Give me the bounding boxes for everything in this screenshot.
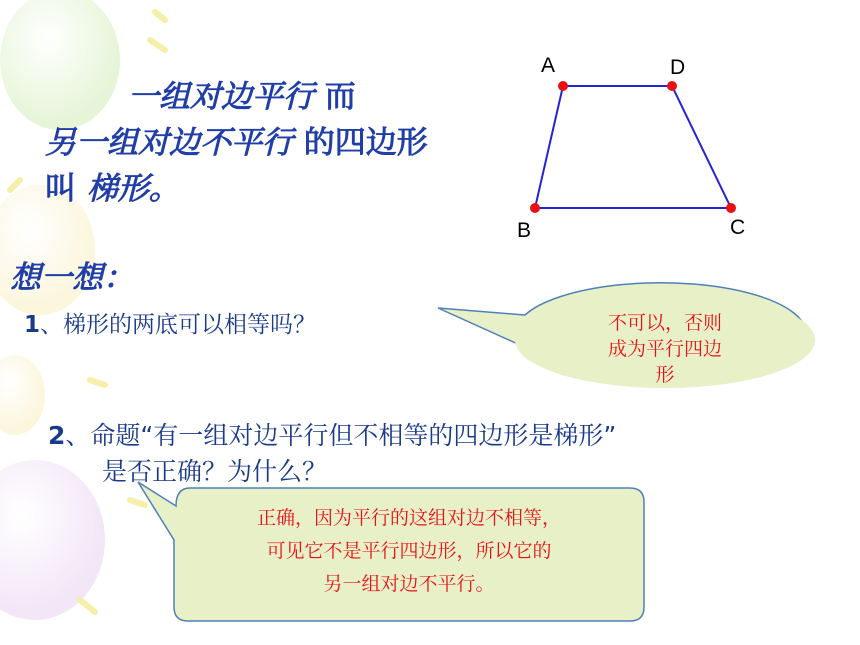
answer-1-line-1: 不可以，否则 [607, 312, 722, 334]
question-1-number: 1 [24, 312, 41, 338]
definition-parallel-text: 一组对边平行 [128, 79, 314, 115]
question-2-text-1: 、命题“有一组对边平行但不相等的四边形是梯形” [65, 421, 617, 450]
answer-2-line-2: 可见它不是平行四边形，所以它的 [266, 540, 552, 562]
vertex-label-c: C [730, 216, 746, 239]
vertex-label-d: D [670, 56, 686, 79]
question-2-line-2: 是否正确？为什么？ [102, 457, 328, 486]
vertex-label-b: B [517, 219, 532, 242]
definition-and-text: 而 [314, 79, 356, 115]
answer-1-line-2: 成为平行四边 [607, 338, 722, 360]
definition-called-text: 叫 [45, 171, 87, 207]
definition-trapezoid-term: 梯形。 [86, 171, 180, 207]
question-1-text: 、梯形的两底可以相等吗？ [40, 312, 317, 338]
definition-quadrilateral-text: 的四边形 [293, 125, 428, 161]
answer-1-line-3: 形 [655, 364, 675, 386]
think-heading: 想一想： [10, 260, 134, 296]
answer-2-text [176, 502, 642, 601]
answer-2-line-3: 另一组对边不平行。 [323, 573, 495, 595]
vertex-label-a: A [541, 54, 556, 77]
definition-nonparallel-text: 另一组对边不平行 [45, 125, 293, 161]
answer-2-line-1: 正确，因为平行的这组对边不相等， [256, 507, 561, 529]
question-2-number: 2 [48, 421, 66, 450]
